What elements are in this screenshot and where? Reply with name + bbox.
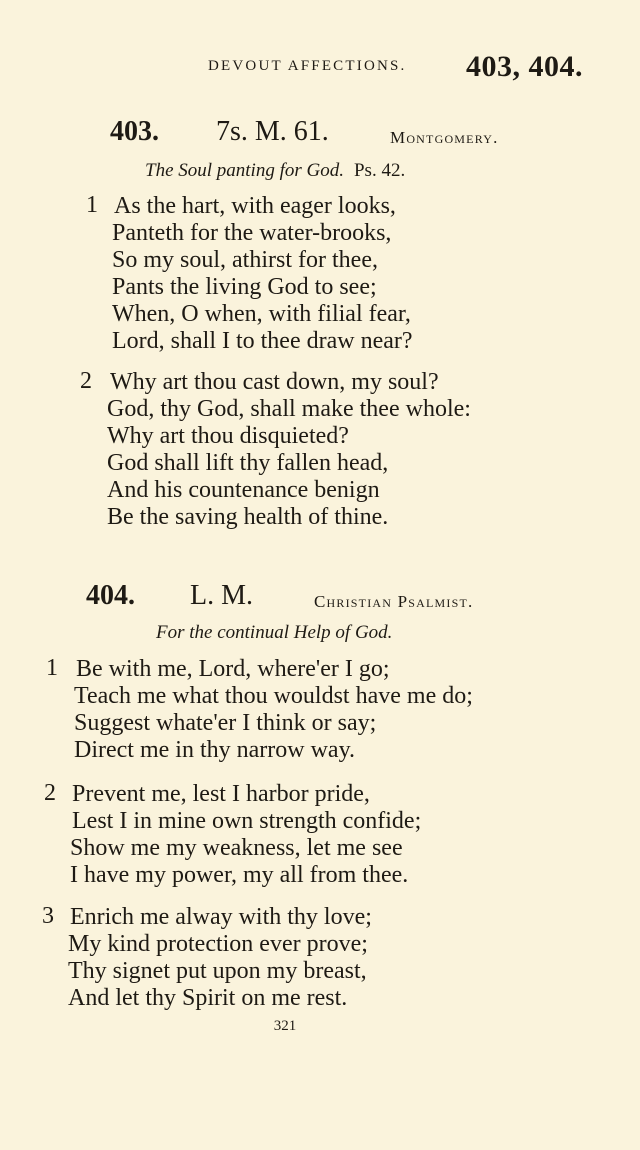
verse-line: God shall lift thy fallen head, <box>107 450 389 476</box>
verse-line: So my soul, athirst for thee, <box>112 247 378 273</box>
verse-line: Lest I in mine own strength confide; <box>72 808 422 834</box>
hymn-404-subtitle <box>156 622 392 644</box>
verse-line: I have my power, my all from thee. <box>70 862 409 888</box>
running-head <box>0 50 640 90</box>
verse-line: Prevent me, lest I harbor pride, <box>72 781 370 807</box>
verse-line: Thy signet put upon my breast, <box>68 958 367 984</box>
hymn-404-heading <box>0 580 640 620</box>
hymn-author: Montgomery. <box>390 128 499 147</box>
verse-line: Show me my weakness, let me see <box>70 835 403 861</box>
hymn-subtitle-text: The Soul panting for God. <box>145 160 344 181</box>
verse-line: Why art thou disquieted? <box>107 423 349 449</box>
verse-line: Pants the living God to see; <box>112 274 377 300</box>
verse-line: Panteth for the water-brooks, <box>112 220 392 246</box>
verse-line: Enrich me alway with thy love; <box>70 904 372 930</box>
hymn-meter: 7s. M. 61. <box>216 116 329 147</box>
stanza-number: 2 <box>44 780 56 806</box>
verse-line: When, O when, with filial fear, <box>112 301 411 327</box>
stanza-number: 2 <box>80 368 92 394</box>
stanza-number: 1 <box>86 192 98 218</box>
hymn-403-heading <box>0 116 640 156</box>
running-title: DEVOUT AFFECTIONS. <box>208 58 407 74</box>
verse-line: Be with me, Lord, where'er I go; <box>76 656 390 682</box>
verse-line: And let thy Spirit on me rest. <box>68 985 348 1011</box>
stanza-number: 1 <box>46 655 58 681</box>
verse-line: Lord, shall I to thee draw near? <box>112 328 413 354</box>
scripture-reference: Ps. 42. <box>353 160 406 181</box>
verse-line: Be the saving health of thine. <box>107 504 389 530</box>
stanza-number: 3 <box>42 903 54 929</box>
hymn-number: 403. <box>110 116 159 147</box>
running-hymn-numbers: 403, 404. <box>466 50 583 83</box>
verse-line: As the hart, with eager looks, <box>114 193 396 219</box>
verse-line: My kind protection ever prove; <box>68 931 368 957</box>
hymn-403-subtitle <box>145 160 405 182</box>
hymn-author: Christian Psalmist. <box>314 592 474 611</box>
verse-line: Suggest whate'er I think or say; <box>74 710 377 736</box>
hymn-meter: L. M. <box>190 580 253 611</box>
verse-line: And his countenance benign <box>107 477 380 503</box>
verse-line: Direct me in thy narrow way. <box>74 737 356 763</box>
page-number: 321 <box>273 1018 297 1034</box>
hymn-subtitle-text: For the continual Help of God. <box>156 622 393 643</box>
verse-line: Teach me what thou wouldst have me do; <box>74 683 473 709</box>
verse-line: Why art thou cast down, my soul? <box>110 369 439 395</box>
verse-line: God, thy God, shall make thee whole: <box>107 396 471 422</box>
hymn-number: 404. <box>86 580 135 611</box>
